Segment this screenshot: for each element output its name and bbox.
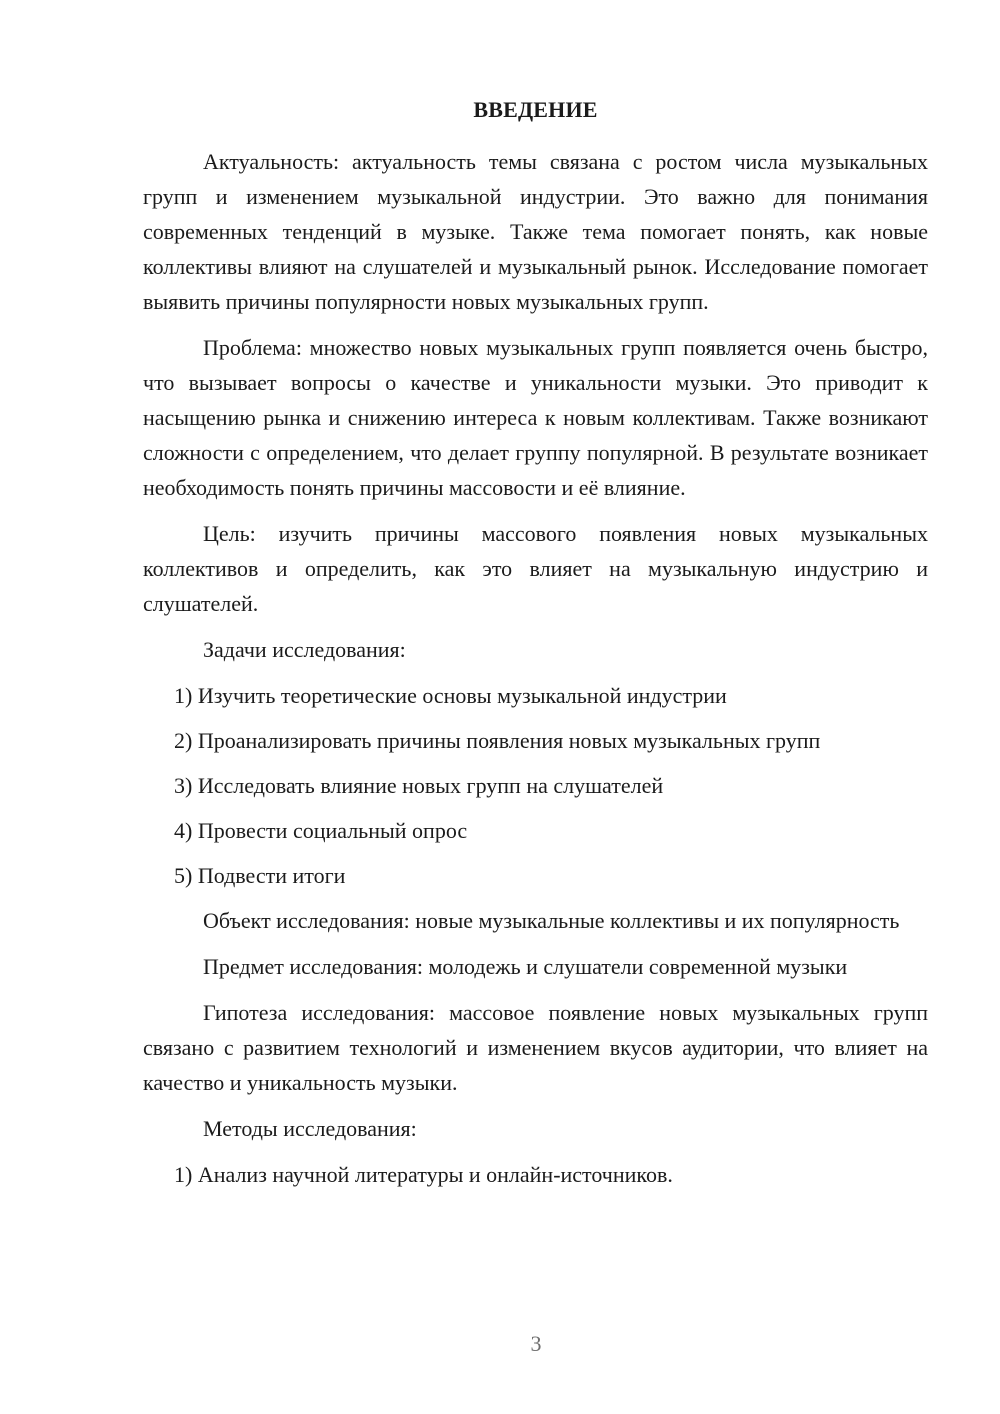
- methods-heading: Методы исследования:: [203, 1116, 417, 1141]
- tasks-heading: Задачи исследования:: [203, 637, 406, 662]
- relevance-paragraph: Актуальность: актуальность темы связана с ростом числа музыкальных групп и изменением музыкальной индустрии. Это важно для понимания современных тенденций в музыке. Также тема помогает понять, как новые коллективы влияют на слушателей и музыкальный рынок. Исследование помогает выявить причины популярности новых музыкальных групп.: [143, 149, 928, 314]
- page-title: ВВЕДЕНИЕ: [473, 97, 598, 122]
- tasks-list: [143, 678, 928, 893]
- problem-paragraph: Проблема: множество новых музыкальных групп появляется очень быстро, что вызывает вопросы о качестве и уникальности музыки. Это приводит к насыщению рынка и снижению интереса к новым коллективам. Также возникают сложности с определением, что делает группу популярной. В результате возникает необходимость понять причины массовости и её влияние.: [143, 335, 928, 500]
- task-item: 3) Исследовать влияние новых групп на слушателей: [174, 773, 664, 798]
- task-item: 4) Провести социальный опрос: [174, 818, 468, 843]
- hypothesis-paragraph: Гипотеза исследования: массовое появление новых музыкальных групп связано с развитием технологий и изменением вкусов аудитории, что влияет на качество и уникальность музыки.: [143, 1000, 928, 1095]
- methods-list: [143, 1157, 928, 1192]
- task-item: 5) Подвести итоги: [174, 863, 346, 888]
- goal-paragraph: Цель: изучить причины массового появления новых музыкальных коллективов и определить, как это влияет на музыкальную индустрию и слушателей.: [143, 521, 928, 616]
- task-item: 2) Проанализировать причины появления новых музыкальных групп: [174, 728, 821, 753]
- page-number: 3: [530, 1331, 542, 1356]
- task-item: 1) Изучить теоретические основы музыкальной индустрии: [174, 683, 727, 708]
- object-paragraph: Объект исследования: новые музыкальные коллективы и их популярность: [203, 908, 900, 933]
- page-content: [143, 96, 928, 1202]
- subject-paragraph: Предмет исследования: молодежь и слушатели современной музыки: [203, 954, 848, 979]
- method-item: 1) Анализ научной литературы и онлайн-источников.: [174, 1162, 673, 1187]
